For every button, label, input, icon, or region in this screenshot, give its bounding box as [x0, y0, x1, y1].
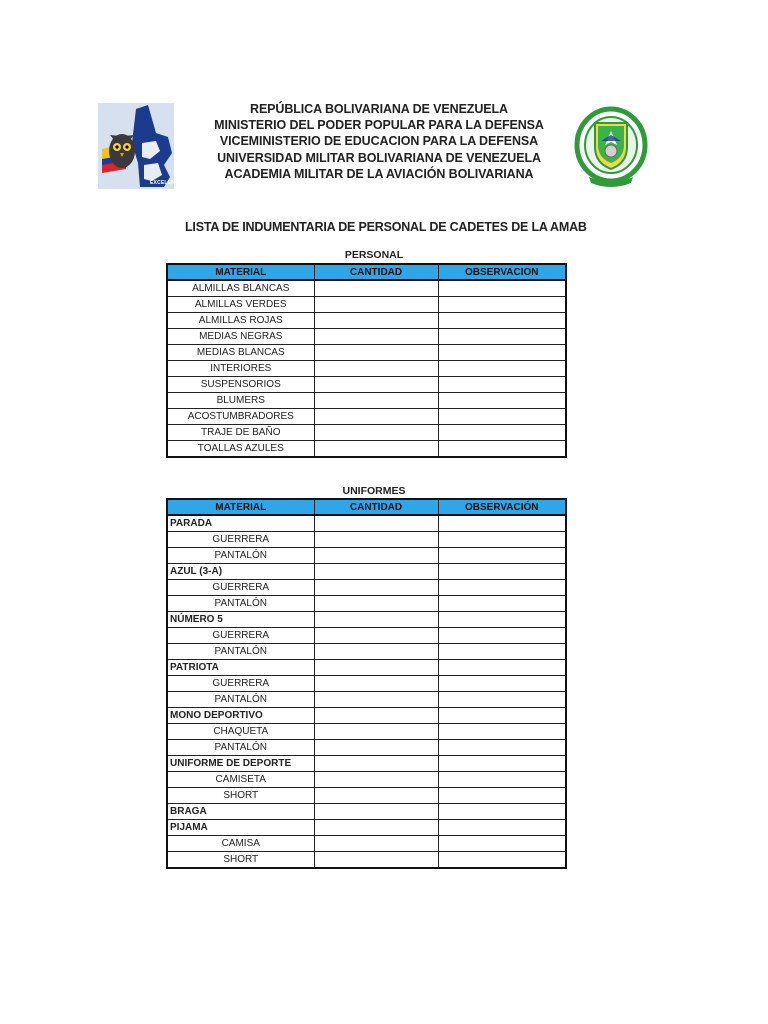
material-cell: MEDIAS BLANCAS [167, 345, 314, 361]
table-row [167, 580, 566, 596]
cantidad-cell[interactable] [314, 297, 438, 313]
material-cell: SHORT [167, 852, 314, 869]
observacion-cell[interactable] [438, 564, 566, 580]
observacion-cell[interactable] [438, 580, 566, 596]
table-row [167, 532, 566, 548]
observacion-cell[interactable] [438, 532, 566, 548]
material-cell: GUERRERA [167, 676, 314, 692]
observacion-cell[interactable] [438, 724, 566, 740]
table-row [167, 297, 566, 313]
cantidad-cell[interactable] [314, 532, 438, 548]
material-cell: ALMILLAS ROJAS [167, 313, 314, 329]
category-row [167, 660, 566, 676]
material-cell: MEDIAS NEGRAS [167, 329, 314, 345]
table-row [167, 628, 566, 644]
header-line-2: MINISTERIO DEL PODER POPULAR PARA LA DEFENSA [214, 118, 544, 133]
observacion-cell[interactable] [438, 515, 566, 532]
cantidad-cell[interactable] [314, 313, 438, 329]
cantidad-cell[interactable] [314, 836, 438, 852]
category-cell: PATRIOTA [167, 660, 314, 676]
material-cell: ACOSTUMBRADORES [167, 409, 314, 425]
cantidad-cell[interactable] [314, 393, 438, 409]
cantidad-cell[interactable] [314, 612, 438, 628]
table-row [167, 852, 566, 869]
observacion-cell[interactable] [438, 441, 566, 458]
table-row [167, 788, 566, 804]
observacion-cell[interactable] [438, 772, 566, 788]
aviation-academy-logo [571, 105, 651, 189]
category-row [167, 708, 566, 724]
uniformes-table-body [167, 515, 566, 868]
table-row [167, 425, 566, 441]
cantidad-cell[interactable] [314, 361, 438, 377]
table-row [167, 548, 566, 564]
cantidad-cell[interactable] [314, 820, 438, 836]
table-row [167, 772, 566, 788]
observacion-cell[interactable] [438, 329, 566, 345]
cantidad-cell[interactable] [314, 644, 438, 660]
logo-motto: EXCELENCIA [150, 180, 185, 186]
observacion-cell[interactable] [438, 836, 566, 852]
material-cell: INTERIORES [167, 361, 314, 377]
header-line-5: ACADEMIA MILITAR DE LA AVIACIÓN BOLIVARIANA [224, 166, 534, 181]
cantidad-cell[interactable] [314, 772, 438, 788]
material-cell: CHAQUETA [167, 724, 314, 740]
material-cell: GUERRERA [167, 580, 314, 596]
table-row [167, 409, 566, 425]
table-row [167, 596, 566, 612]
cantidad-cell[interactable] [314, 580, 438, 596]
cantidad-cell[interactable] [314, 548, 438, 564]
column-header-material: MATERIAL [167, 499, 314, 515]
list-title: LISTA DE INDUMENTARIA DE PERSONAL DE CADETES DE LA AMAB [185, 220, 587, 234]
material-cell: SUSPENSORIOS [167, 377, 314, 393]
observacion-cell[interactable] [438, 280, 566, 297]
material-cell: CAMISA [167, 836, 314, 852]
observacion-cell[interactable] [438, 361, 566, 377]
column-header-cantidad: CANTIDAD [314, 264, 438, 280]
observacion-cell[interactable] [438, 644, 566, 660]
observacion-cell[interactable] [438, 409, 566, 425]
category-cell: BRAGA [167, 804, 314, 820]
cantidad-cell[interactable] [314, 628, 438, 644]
observacion-cell[interactable] [438, 804, 566, 820]
observacion-cell[interactable] [438, 660, 566, 676]
column-header-observacion: OBSERVACION [438, 264, 566, 280]
cantidad-cell[interactable] [314, 660, 438, 676]
material-cell: TOALLAS AZULES [167, 441, 314, 458]
category-row [167, 612, 566, 628]
personal-table-body [167, 280, 566, 457]
material-cell: BLUMERS [167, 393, 314, 409]
observacion-cell[interactable] [438, 740, 566, 756]
cantidad-cell[interactable] [314, 740, 438, 756]
table-row [167, 361, 566, 377]
table-row [167, 329, 566, 345]
cantidad-cell[interactable] [314, 676, 438, 692]
uniformes-header-row [167, 499, 566, 515]
category-row [167, 515, 566, 532]
material-cell: ALMILLAS BLANCAS [167, 280, 314, 297]
observacion-cell[interactable] [438, 612, 566, 628]
table-row [167, 836, 566, 852]
cantidad-cell[interactable] [314, 425, 438, 441]
observacion-cell[interactable] [438, 393, 566, 409]
table-row [167, 724, 566, 740]
cantidad-cell[interactable] [314, 852, 438, 869]
institution-header [198, 101, 560, 182]
cantidad-cell[interactable] [314, 329, 438, 345]
cantidad-cell[interactable] [314, 377, 438, 393]
category-cell: UNIFORME DE DEPORTE [167, 756, 314, 772]
table-row [167, 313, 566, 329]
cantidad-cell[interactable] [314, 409, 438, 425]
cantidad-cell[interactable] [314, 692, 438, 708]
cantidad-cell[interactable] [314, 708, 438, 724]
observacion-cell[interactable] [438, 676, 566, 692]
category-cell: PIJAMA [167, 820, 314, 836]
table-row [167, 345, 566, 361]
material-cell: PANTALÓN [167, 740, 314, 756]
category-row [167, 804, 566, 820]
category-row [167, 564, 566, 580]
observacion-cell[interactable] [438, 628, 566, 644]
column-header-material: MATERIAL [167, 264, 314, 280]
cantidad-cell[interactable] [314, 345, 438, 361]
table-row [167, 393, 566, 409]
uniformes-section-title: UNIFORMES [342, 485, 406, 497]
column-header-cantidad: CANTIDAD [314, 499, 438, 515]
category-row [167, 820, 566, 836]
observacion-cell[interactable] [438, 297, 566, 313]
personal-section-title: PERSONAL [344, 249, 404, 261]
category-cell: PARADA [167, 515, 314, 532]
header-line-3: VICEMINISTERIO DE EDUCACION PARA LA DEFENSA [219, 134, 539, 149]
cantidad-cell[interactable] [314, 724, 438, 740]
cantidad-cell[interactable] [314, 280, 438, 297]
observacion-cell[interactable] [438, 548, 566, 564]
material-cell: GUERRERA [167, 628, 314, 644]
observacion-cell[interactable] [438, 425, 566, 441]
cantidad-cell[interactable] [314, 756, 438, 772]
header-line-4: UNIVERSIDAD MILITAR BOLIVARIANA DE VENEZUELA [217, 150, 541, 165]
header-line-1: REPÚBLICA BOLIVARIANA DE VENEZUELA [250, 102, 508, 116]
material-cell: PANTALÓN [167, 596, 314, 612]
category-row [167, 756, 566, 772]
observacion-cell[interactable] [438, 756, 566, 772]
material-cell: SHORT [167, 788, 314, 804]
cantidad-cell[interactable] [314, 788, 438, 804]
owl-letter-b-logo-icon [98, 103, 174, 189]
aviation-academy-shield-logo-icon [571, 105, 651, 189]
observacion-cell[interactable] [438, 708, 566, 724]
material-cell: TRAJE DE BAÑO [167, 425, 314, 441]
observacion-cell[interactable] [438, 692, 566, 708]
cantidad-cell[interactable] [314, 564, 438, 580]
category-cell: AZUL (3-A) [167, 564, 314, 580]
material-cell: CAMISETA [167, 772, 314, 788]
observacion-cell[interactable] [438, 377, 566, 393]
observacion-cell[interactable] [438, 313, 566, 329]
cantidad-cell[interactable] [314, 515, 438, 532]
university-owl-logo [98, 103, 185, 189]
cantidad-cell[interactable] [314, 441, 438, 458]
observacion-cell[interactable] [438, 345, 566, 361]
observacion-cell[interactable] [438, 596, 566, 612]
table-row [167, 280, 566, 297]
observacion-cell[interactable] [438, 820, 566, 836]
cantidad-cell[interactable] [314, 596, 438, 612]
table-row [167, 676, 566, 692]
material-cell: ALMILLAS VERDES [167, 297, 314, 313]
personal-table [166, 263, 567, 458]
table-row [167, 644, 566, 660]
table-row [167, 740, 566, 756]
material-cell: GUERRERA [167, 532, 314, 548]
category-cell: NÚMERO 5 [167, 612, 314, 628]
cantidad-cell[interactable] [314, 804, 438, 820]
material-cell: PANTALÓN [167, 644, 314, 660]
personal-header-row [167, 264, 566, 280]
category-cell: MONO DEPORTIVO [167, 708, 314, 724]
uniformes-table [166, 498, 567, 869]
material-cell: PANTALÓN [167, 548, 314, 564]
column-header-observacion: OBSERVACIÓN [438, 499, 566, 515]
table-row [167, 441, 566, 458]
material-cell: PANTALÓN [167, 692, 314, 708]
table-row [167, 692, 566, 708]
table-row [167, 377, 566, 393]
observacion-cell[interactable] [438, 852, 566, 869]
observacion-cell[interactable] [438, 788, 566, 804]
